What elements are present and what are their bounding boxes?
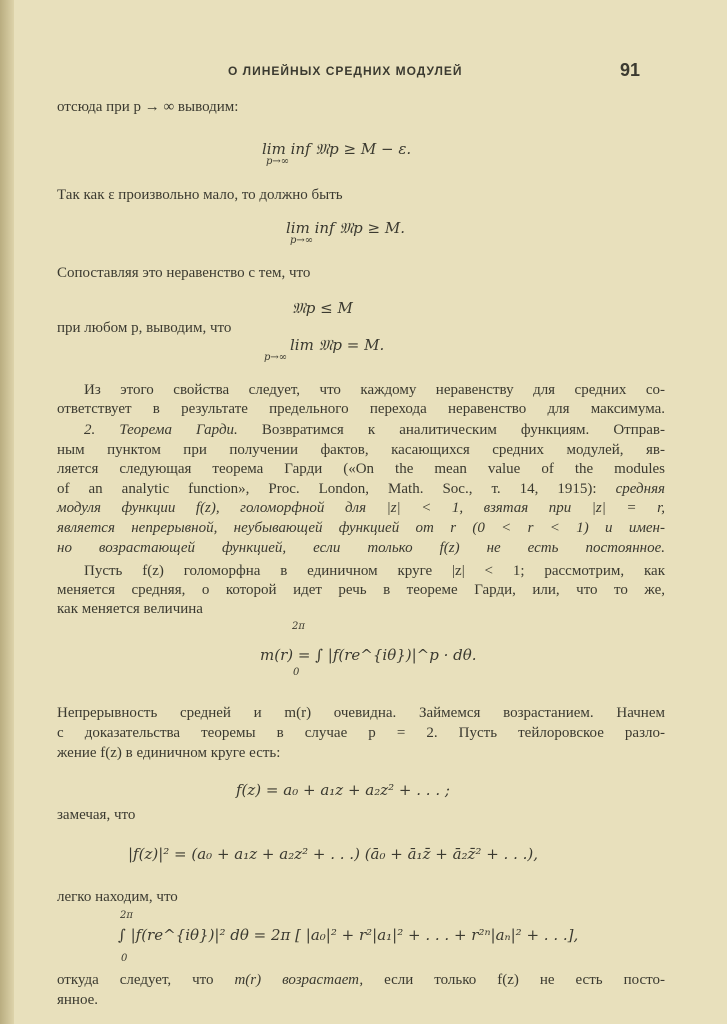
text: Возвратимся к аналитическим функциям. Отправ-: [261, 422, 665, 438]
text-line: Пусть f(z) голоморфна в единичном круге |z| < 1; рассмотрим, как: [84, 563, 665, 579]
text-line: Так как ε произвольно мало, то должно быть: [57, 187, 343, 203]
section-heading: 2. Теорема Гарди.: [84, 422, 238, 438]
text-line: отсюда при p → ∞ выводим:: [57, 99, 239, 115]
text: откуда следует, что: [57, 972, 235, 988]
formula-lim: lim 𝔐p = M.: [290, 336, 385, 354]
theorem-line: модуля функции f(z), голоморфной для |z| < 1, взятая при |z| = r,: [57, 500, 665, 516]
text-line: при любом p, выводим, что: [57, 320, 232, 336]
text-line: Из этого свойства следует, что каждому неравенству для средних со-: [84, 382, 665, 398]
formula-liminf-2: lim inf 𝔐p ≥ M.: [286, 219, 405, 237]
text-line: ным пунктом при получении фактов, касающихся средних модулей, яв-: [57, 442, 665, 458]
theorem-text: средняя: [615, 481, 666, 497]
text-line: Непрерывность средней и m(r) очевидна. Займемся возрастанием. Начнем: [57, 705, 665, 721]
formula-parseval: ∫ |f(re^{iθ})|² dθ = 2π [ |a₀|² + r²|a₁|² + . . . + r²ⁿ|aₙ|² + . . .],: [118, 926, 579, 944]
text-line: [84, 421, 665, 439]
formula-bound: 𝔐p ≤ M: [292, 299, 353, 317]
formula-taylor: f(z) = a₀ + a₁z + a₂z² + . . . ;: [236, 781, 450, 799]
text-line: ответствует в результате предельного перехода неравенство для максимума.: [57, 401, 665, 417]
text-line: легко находим, что: [57, 889, 178, 905]
integral-upper-limit: 2π: [120, 910, 133, 921]
text-line: Сопоставляя это неравенство с тем, что: [57, 265, 311, 281]
formula-sub: p→∞: [264, 352, 288, 363]
text-line: замечая, что: [57, 807, 136, 823]
formula-modulus-squared: |f(z)|² = (a₀ + a₁z + a₂z² + . . .) (ā₀ + ā₁z̄ + ā₂z̄² + . . .),: [128, 845, 539, 863]
text: of an analytic function», Proc. London, Math. Soc., т. 14, 1915):: [57, 481, 597, 497]
text-line: [57, 480, 665, 498]
page-binding-edge: [0, 0, 14, 1024]
theorem-line: но возрастающей функцией, если только f(z) не есть постоянное.: [57, 540, 665, 556]
text-line: [57, 971, 665, 989]
text-line: как меняется величина: [57, 601, 203, 617]
text-line: янное.: [57, 992, 99, 1008]
page-number: 91: [620, 60, 641, 80]
formula-sub: p→∞: [290, 235, 314, 246]
integral-lower-limit: 0: [293, 667, 300, 678]
emphasis-text: m(r) возрастает,: [234, 972, 364, 988]
formula-sub: p→∞: [266, 156, 290, 167]
integral-upper-limit: 2π: [292, 621, 305, 632]
theorem-line: является непрерывной, неубывающей функцией от r (0 < r < 1) и имен-: [57, 520, 665, 536]
text: если только f(z) не есть посто-: [363, 972, 665, 988]
formula-m-of-r: m(r) = ∫ |f(re^{iθ})|^p · dθ.: [260, 646, 477, 664]
formula-liminf-1: lim inf 𝔐p ≥ M − ε.: [262, 140, 412, 158]
running-title: О ЛИНЕЙНЫХ СРЕДНИХ МОДУЛЕЙ: [228, 64, 463, 78]
integral-lower-limit: 0: [121, 953, 128, 964]
text-line: жение f(z) в единичном круге есть:: [57, 745, 281, 761]
text-line: с доказательства теоремы в случае p = 2. Пусть тейлоровское разло-: [57, 725, 665, 741]
text-line: ляется следующая теорема Гарди («On the mean value of the modules: [57, 461, 665, 477]
text-line: меняется средняя, о которой идет речь в теореме Гарди, или, что то же,: [57, 582, 665, 598]
